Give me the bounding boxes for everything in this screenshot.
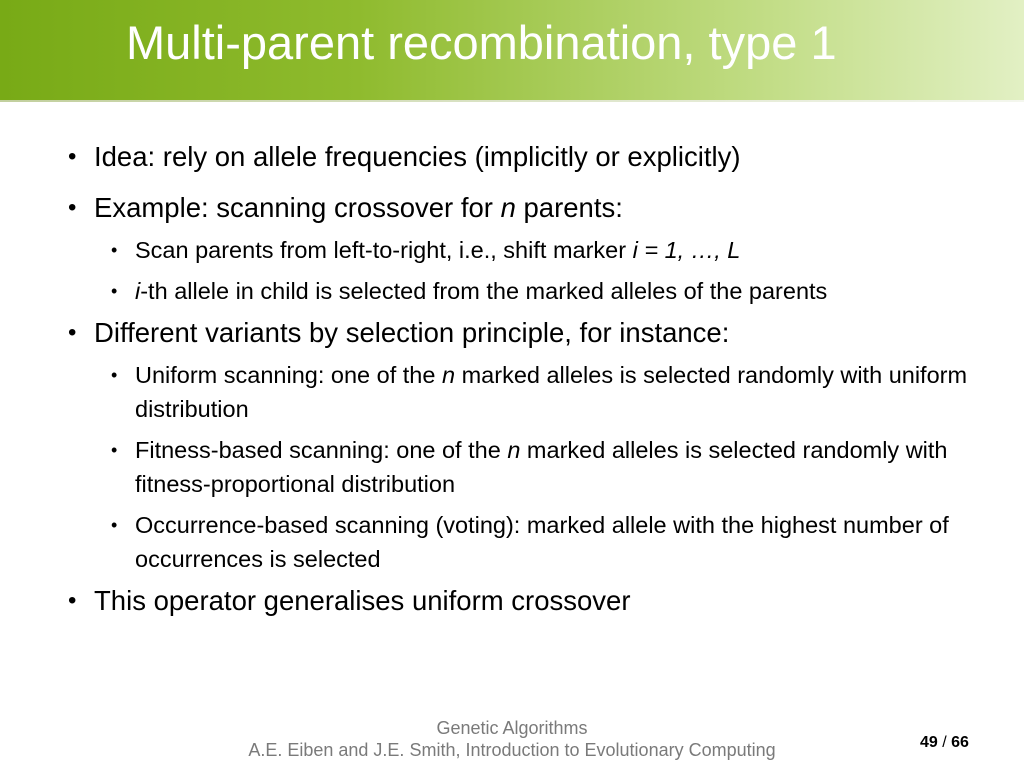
bullet-text: parents: — [515, 192, 623, 223]
sub-bullet-italic: i = 1, …, L — [632, 237, 741, 263]
bullet-text: Example: scanning crossover for — [94, 192, 501, 223]
bullet-dot-icon: • — [68, 319, 77, 346]
slide-title: Multi-parent recombination, type 1 — [126, 16, 837, 69]
sub-bullet-italic: i — [135, 278, 141, 304]
sub-bullet-scan — [66, 233, 996, 267]
sub-bullet-dot-icon: • — [111, 365, 118, 385]
sub-bullet-text: Occurrence-based scanning (voting): marked allele with the highest number of occurrences is selected — [135, 512, 949, 572]
sub-bullet-text: Uniform scanning: one of the — [135, 362, 442, 388]
sub-bullet-dot-icon: • — [111, 281, 118, 301]
sub-bullet-text: -th allele in child is selected from the marked alleles of the parents — [140, 278, 828, 304]
sub-bullet-uniform — [66, 358, 996, 426]
sub-bullet-text: Fitness-based scanning: one of the — [135, 437, 508, 463]
bullet-list — [66, 140, 996, 618]
bullet-dot-icon: • — [68, 587, 77, 614]
page-current: 49 — [920, 734, 938, 751]
bullet-generalises — [66, 584, 996, 618]
page-total: 66 — [951, 734, 969, 751]
sub-bullet-text: marked alleles is selected randomly with fitness-proportional distribution — [135, 437, 948, 497]
title-bar — [0, 0, 1024, 100]
bullet-variants — [66, 316, 996, 576]
footer-citation: A.E. Eiben and J.E. Smith, Introduction to Evolutionary Computing — [248, 740, 776, 760]
bullet-text: Idea: rely on allele frequencies (implicitly or explicitly) — [94, 141, 741, 172]
bullet-text: Different variants by selection principle, for instance: — [94, 317, 730, 348]
sub-bullet-text: marked alleles is selected randomly with uniform distribution — [135, 362, 968, 422]
slide-content — [66, 140, 996, 635]
sub-bullet-dot-icon: • — [111, 440, 118, 460]
bullet-dot-icon: • — [68, 194, 77, 221]
bullet-idea — [66, 140, 996, 174]
sub-bullet-list — [94, 233, 996, 308]
sub-bullet-dot-icon: • — [111, 240, 118, 260]
sub-bullet-italic: n — [507, 437, 521, 463]
sub-bullet-text: Scan parents from left-to-right, i.e., shift marker — [135, 237, 633, 263]
sub-bullet-list — [94, 358, 996, 576]
sub-bullet-ith-allele — [66, 274, 996, 308]
sub-bullet-italic: n — [441, 362, 456, 388]
sub-bullet-dot-icon: • — [111, 515, 118, 535]
bullet-dot-icon: • — [68, 143, 77, 170]
sub-bullet-fitness — [66, 433, 996, 501]
bullet-example — [66, 191, 996, 308]
page-separator: / — [942, 734, 947, 751]
sub-bullet-occurrence — [66, 508, 996, 576]
page-number — [920, 734, 969, 752]
bullet-text: This operator generalises uniform crossover — [94, 585, 631, 616]
bullet-italic: n — [500, 192, 516, 223]
footer-course: Genetic Algorithms — [436, 718, 588, 738]
